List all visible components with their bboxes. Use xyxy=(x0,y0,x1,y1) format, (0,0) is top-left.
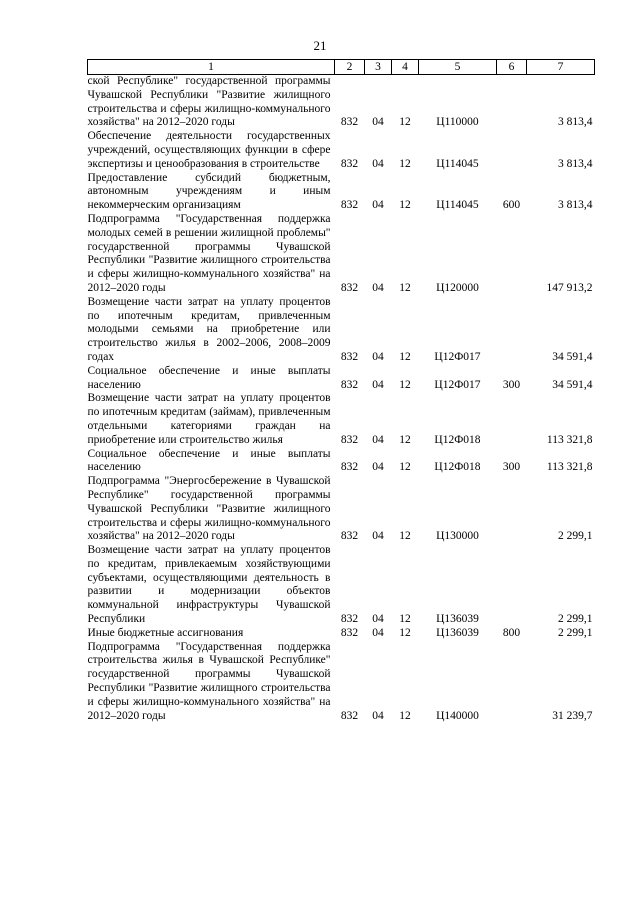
row-expense-type: 800 xyxy=(502,626,521,639)
row-description: Подпрограмма "Энергосбережение в Чувашской Республике" государственной программы Чувашской Республики "Развитие жилищного строительства и сферы жилищно-коммунального хозяйства" на 2012–2020 годы xyxy=(87,475,331,543)
row-target-article: Ц12Ф017 xyxy=(434,350,481,363)
col-header-3: 3 xyxy=(365,60,392,75)
table-row xyxy=(88,365,595,393)
row-subsection: 12 xyxy=(399,433,411,446)
row-amount: 3 813,4 xyxy=(558,116,593,129)
row-section: 04 xyxy=(372,613,384,626)
row-admin-code: 832 xyxy=(340,116,359,129)
row-admin-code: 832 xyxy=(340,378,359,391)
col-header-4: 4 xyxy=(392,60,419,75)
table-row xyxy=(88,213,595,296)
budget-table xyxy=(87,59,595,723)
row-target-article: Ц136039 xyxy=(436,626,479,639)
row-description: Возмещение части затрат на уплату процентов по ипотечным кредитам (займам), привлеченным отдельными категориями граждан на приобретение или строительство жилья xyxy=(87,392,331,446)
row-subsection: 12 xyxy=(399,461,411,474)
row-section: 04 xyxy=(372,378,384,391)
row-amount: 34 591,4 xyxy=(552,350,593,363)
row-amount: 113 321,8 xyxy=(546,461,593,474)
row-admin-code: 832 xyxy=(340,461,359,474)
row-expense-type xyxy=(497,392,527,447)
row-amount: 3 813,4 xyxy=(558,157,593,170)
row-section: 04 xyxy=(372,709,384,722)
row-description: Подпрограмма "Государственная поддержка молодых семей в решении жилищной проблемы" государственной программы Чувашской Республики "Развитие жилищного строительства и сферы жилищно-коммунального хозяйства" на 2012–2020 годы xyxy=(87,212,331,294)
row-target-article: Ц12Ф018 xyxy=(434,433,481,446)
row-admin-code: 832 xyxy=(340,199,359,212)
row-target-article: Ц12Ф017 xyxy=(434,378,481,391)
row-expense-type xyxy=(497,213,527,296)
row-target-article: Ц136039 xyxy=(436,613,479,626)
row-section: 04 xyxy=(372,350,384,363)
row-section: 04 xyxy=(372,281,384,294)
row-admin-code: 832 xyxy=(340,281,359,294)
row-target-article: Ц110000 xyxy=(436,116,479,129)
row-amount: 113 321,8 xyxy=(546,433,593,446)
row-subsection: 12 xyxy=(399,378,411,391)
row-description: Предоставление субсидий бюджетным, автономным учреждениям и иным некоммерческим организациям xyxy=(87,171,331,212)
col-header-6: 6 xyxy=(497,60,527,75)
row-admin-code: 832 xyxy=(340,709,359,722)
table-row xyxy=(88,641,595,724)
col-header-5: 5 xyxy=(419,60,497,75)
row-subsection: 12 xyxy=(399,350,411,363)
row-expense-type xyxy=(497,544,527,627)
row-subsection: 12 xyxy=(399,709,411,722)
table-row xyxy=(88,172,595,213)
row-admin-code: 832 xyxy=(340,157,359,170)
row-amount: 3 813,4 xyxy=(558,199,593,212)
row-target-article: Ц120000 xyxy=(436,281,479,294)
row-subsection: 12 xyxy=(399,530,411,543)
row-target-article: Ц114045 xyxy=(436,157,479,170)
row-description: Социальное обеспечение и иные выплаты населению xyxy=(87,447,331,474)
row-amount: 34 591,4 xyxy=(552,378,593,391)
row-amount: 2 299,1 xyxy=(558,530,593,543)
table-row xyxy=(88,130,595,171)
row-admin-code: 832 xyxy=(340,613,359,626)
page-number: 21 xyxy=(313,38,327,53)
row-section: 04 xyxy=(372,626,384,639)
table-row xyxy=(88,75,595,131)
row-amount: 2 299,1 xyxy=(558,626,593,639)
row-subsection: 12 xyxy=(399,613,411,626)
header-row xyxy=(88,60,595,75)
row-description: Обеспечение деятельности государственных учреждений, осуществляющих функции в сфере экспертизы и ценообразования в строительстве xyxy=(87,130,331,170)
row-description: Возмещение части затрат на уплату процентов по кредитам, привлекаемым хозяйствующими субъектами, осуществляющими деятельность в развитии и модернизации объектов коммунальной инфраструктуры Чувашской Республики xyxy=(87,544,331,626)
row-expense-type xyxy=(497,296,527,365)
row-target-article: Ц114045 xyxy=(436,199,479,212)
row-target-article: Ц12Ф018 xyxy=(434,461,481,474)
row-description: Социальное обеспечение и иные выплаты населению xyxy=(87,364,331,391)
row-expense-type: 300 xyxy=(502,378,521,391)
row-section: 04 xyxy=(372,433,384,446)
row-expense-type: 300 xyxy=(502,461,521,474)
row-subsection: 12 xyxy=(399,281,411,294)
row-expense-type: 600 xyxy=(502,199,521,212)
table-row xyxy=(88,475,595,544)
row-target-article: Ц140000 xyxy=(436,709,479,722)
table-row xyxy=(88,448,595,476)
table-row xyxy=(88,544,595,627)
col-header-7: 7 xyxy=(527,60,595,75)
row-expense-type xyxy=(497,641,527,724)
row-section: 04 xyxy=(372,157,384,170)
row-target-article: Ц130000 xyxy=(436,530,479,543)
row-section: 04 xyxy=(372,199,384,212)
row-description: Подпрограмма "Государственная поддержка строительства жилья в Чувашской Республике" государственной программы Чувашской Республики "Развитие жилищного строительства и сферы жилищно-коммунального хозяйства" на 2012–2020 годы xyxy=(87,640,331,722)
row-amount: 2 299,1 xyxy=(558,613,593,626)
row-admin-code: 832 xyxy=(340,433,359,446)
row-section: 04 xyxy=(372,461,384,474)
table-row xyxy=(88,392,595,447)
row-subsection: 12 xyxy=(399,157,411,170)
row-expense-type xyxy=(497,130,527,171)
row-subsection: 12 xyxy=(399,116,411,129)
row-amount: 147 913,2 xyxy=(546,281,593,294)
row-subsection: 12 xyxy=(399,626,411,639)
row-subsection: 12 xyxy=(399,199,411,212)
table-row xyxy=(88,296,595,365)
row-description: Иные бюджетные ассигнования xyxy=(87,626,244,639)
row-section: 04 xyxy=(372,530,384,543)
row-section: 04 xyxy=(372,116,384,129)
row-expense-type xyxy=(497,75,527,131)
row-admin-code: 832 xyxy=(340,626,359,639)
row-admin-code: 832 xyxy=(340,350,359,363)
row-description: ской Республике" государственной программы Чувашской Республики "Развитие жилищного строительства и сферы жилищно-коммунального хозяйства" на 2012–2020 годы xyxy=(87,75,331,129)
row-description: Возмещение части затрат на уплату процентов по ипотечным кредитам, привлеченным молодыми семьями на приобретение или строительство жилья в 2002–2006, 2008–2009 годах xyxy=(87,295,331,363)
row-expense-type xyxy=(497,475,527,544)
col-header-1: 1 xyxy=(88,60,335,75)
col-header-2: 2 xyxy=(335,60,365,75)
row-amount: 31 239,7 xyxy=(552,709,593,722)
table-row xyxy=(88,627,595,641)
row-admin-code: 832 xyxy=(340,530,359,543)
